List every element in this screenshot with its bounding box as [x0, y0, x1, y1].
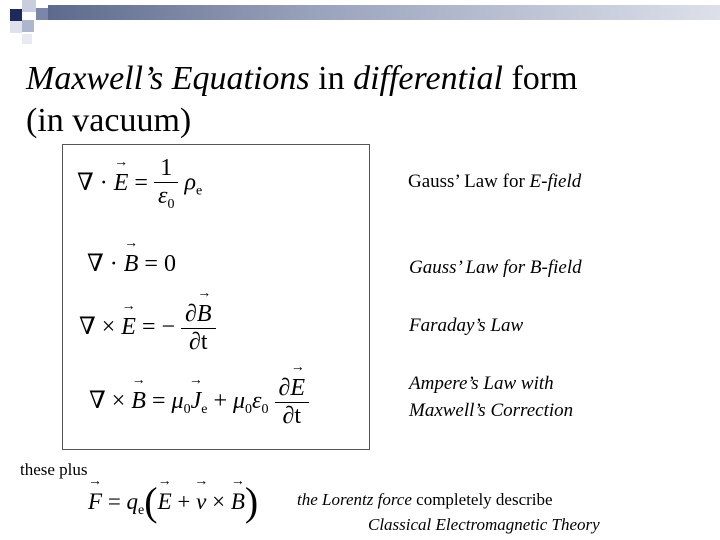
label-ampere: Ampere’s Law with Maxwell’s Correction: [409, 373, 574, 421]
faraday-equation: ∇ × → E = − $\frac{\partial\to B}{\partial t}$: [79, 301, 216, 356]
label-faraday: Faraday’s Law: [409, 315, 524, 336]
equations-box: [62, 144, 370, 450]
eq1-rho-sub: e: [195, 183, 203, 199]
deco-square: [22, 0, 36, 12]
eq1-denominator: $\varepsilon_0$: [154, 182, 178, 213]
eq1-lhs: ∇ · → E =: [77, 170, 148, 196]
these-plus-text: these plus: [20, 460, 88, 479]
deco-square: [22, 20, 34, 32]
ampere-equation: ∇ × → $B = \mu_0\to J_e + \mu_0\varepsilon_0$ $\frac{\partial\to E}{\partial t}$: [89, 375, 309, 430]
title-in: in: [309, 60, 354, 97]
eq4-denominator: ∂t: [275, 402, 310, 430]
eq3-fraction: [181, 301, 216, 356]
title-differential: differential: [353, 60, 503, 97]
deco-square: [10, 21, 22, 33]
title-bar-rule: [48, 5, 720, 20]
label-gauss-e: Gauss’ Law for E-field: [408, 171, 582, 192]
gauss-e-equation: [77, 155, 202, 213]
lorentz-equation: → $F = q_e(\to E$ + → v × → B): [88, 478, 258, 525]
title-form: form: [502, 60, 578, 97]
eq4-fraction: [275, 375, 310, 430]
deco-square: [10, 9, 22, 21]
deco-square: [22, 34, 32, 44]
lorentz-text-line1: the Lorentz force completely describe: [297, 490, 553, 509]
title-maxwell: Maxwell’s Equations: [26, 60, 310, 97]
eq1-fraction: [154, 155, 178, 213]
label-gauss-b: Gauss’ Law for B-field: [409, 257, 582, 278]
eq3-numerator: ∂→ B: [181, 301, 216, 328]
gauss-b-equation: ∇ · → B = 0: [87, 249, 176, 278]
deco-square: [36, 8, 48, 20]
eq1-rho: ρ: [184, 169, 196, 196]
slide-title: [26, 58, 716, 142]
lorentz-text-line2: Classical Electromagnetic Theory: [368, 515, 600, 534]
eq1-numerator: 1: [160, 155, 173, 181]
eq3-denominator: ∂t: [181, 328, 216, 356]
title-vacuum: (in vacuum): [26, 102, 192, 139]
eq4-numerator: ∂→ E: [275, 375, 310, 402]
